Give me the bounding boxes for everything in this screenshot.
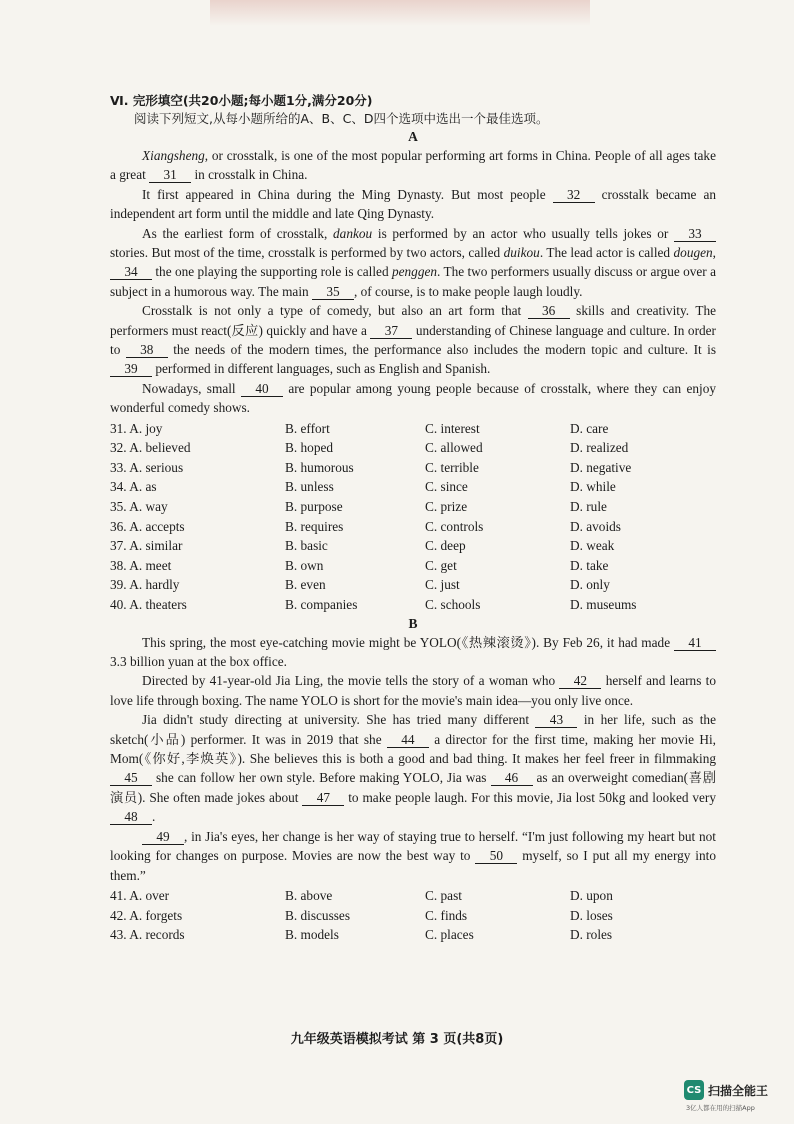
passage-text: a director for the first time, making her movie Hi, Mom(《你好,李焕英》). She believes this is both a good and bad thing. It makes her feel freer in filmmaking [110, 731, 716, 767]
blank-33: 33 [674, 226, 716, 242]
option-b: B. companies [285, 597, 358, 613]
option-c: C. interest [425, 420, 480, 436]
blank-40: 40 [241, 381, 283, 397]
blank-41: 41 [674, 635, 716, 651]
option-b: B. requires [285, 518, 344, 534]
passage-text: This spring, the most eye-catching movie might be YOLO(《热辣滚烫》). By Feb 26, it had made [142, 634, 674, 650]
option-a: 32. A. believed [110, 440, 191, 456]
passage-text: she can follow her own style. Before making YOLO, Jia was [152, 770, 491, 786]
option-c: C. controls [425, 518, 484, 534]
passage-text: the needs of the modern times, the performance also includes the modern topic and culture. It is [167, 342, 717, 358]
question-options-row [110, 595, 716, 615]
part_a-paragraph [110, 146, 716, 185]
part_b-paragraph [110, 633, 716, 672]
part_a-paragraph [110, 379, 716, 418]
option-b: B. discusses [285, 907, 351, 923]
option-c: C. get [425, 557, 457, 573]
blank-46: 46 [491, 770, 533, 786]
option-a: 36. A. accepts [110, 518, 185, 534]
passage-text: , or crosstalk, is one of the most popular performing art forms in China. People of all ages take a great [110, 148, 716, 183]
passage-text: crosstalk became an independent art form until the middle and late Qing Dynasty. [110, 186, 717, 222]
passage-text: is performed by an actor who usually tells jokes or [372, 225, 674, 241]
option-d: D. realized [570, 440, 629, 456]
option-a: 35. A. way [110, 499, 168, 515]
passage-text: as an overweight comedian(喜剧演员). She often made jokes about [110, 770, 717, 805]
blank-44: 44 [387, 732, 429, 748]
question-options-row [110, 886, 716, 906]
option-a: 40. A. theaters [110, 597, 187, 613]
scanner-app-name: 扫描全能王 [708, 1083, 769, 1098]
blank-31: 31 [149, 167, 191, 183]
option-a: 34. A. as [110, 479, 157, 495]
option-d: D. negative [570, 459, 632, 475]
part_b-paragraph [110, 710, 716, 826]
question-options-row [110, 419, 716, 439]
option-b: B. own [285, 557, 324, 573]
blank-47: 47 [302, 790, 344, 806]
option-c: C. allowed [425, 440, 483, 456]
option-a: 43. A. records [110, 927, 185, 943]
passage-text: Crosstalk is not only a type of comedy, but also an art form that [142, 303, 528, 319]
option-d: D. rule [570, 499, 607, 515]
option-d: D. only [570, 577, 610, 593]
option-d: D. loses [570, 907, 613, 923]
option-c: C. finds [425, 907, 468, 923]
question-options-row [110, 438, 716, 458]
option-a: 31. A. joy [110, 420, 163, 436]
blank-50: 50 [475, 848, 517, 864]
blank-32: 32 [553, 187, 595, 203]
passage-text: . The lead actor is called [539, 245, 674, 261]
option-b: B. humorous [285, 459, 354, 475]
passage-text: performed in different languages, such as English and Spanish. [152, 361, 491, 377]
option-a: 42. A. forgets [110, 907, 183, 923]
option-d: D. take [570, 557, 609, 573]
passage-text: the one playing the supporting role is called [152, 264, 392, 280]
blank-42: 42 [559, 673, 601, 689]
blank-34: 34 [110, 264, 152, 280]
option-d: D. while [570, 479, 616, 495]
option-a: 39. A. hardly [110, 577, 180, 593]
part_a-paragraph [110, 301, 716, 379]
question-options-row [110, 477, 716, 497]
passage-text: herself and learns to love life through boxing. The name YOLO is short for the movie's main idea—you only live once. [110, 673, 716, 708]
passage-text: to make people laugh. For this movie, Jia lost 50kg and looked very [344, 789, 716, 805]
blank-45: 45 [110, 770, 152, 786]
option-b: B. hoped [285, 440, 334, 456]
blank-37: 37 [370, 323, 412, 339]
passage-text: dougen [673, 245, 713, 261]
option-c: C. past [425, 887, 462, 903]
exam-content [110, 92, 716, 945]
passage-text: dankou [333, 225, 373, 241]
option-b: B. purpose [285, 499, 343, 515]
passage-text: are popular among young people because of crosstalk, where they can enjoy wonderful comedy shows. [110, 380, 716, 416]
part_a-paragraph [110, 185, 716, 224]
passage-text: As the earliest form of crosstalk, [142, 225, 334, 241]
option-d: D. museums [570, 597, 637, 613]
part_a-paragraph [110, 224, 716, 302]
passage-text: Directed by 41-year-old Jia Ling, the movie tells the story of a woman who [142, 673, 560, 689]
option-c: C. terrible [425, 459, 479, 475]
option-a: 37. A. similar [110, 538, 183, 554]
option-b: B. effort [285, 420, 330, 436]
passage-text: myself, so I put all my energy into them.” [110, 848, 716, 883]
scanner-watermark [684, 1080, 768, 1100]
passage-text: , in Jia's eyes, her change is her way of staying true to herself. “I'm just following my heart but not looking for changes on purpose. Movies are now the best way to [110, 828, 716, 864]
part-b-options [110, 886, 716, 945]
passage-text: in her life, such as the sketch(小品) performer. It was in 2019 that she [110, 712, 716, 747]
part_b-paragraph [110, 671, 716, 710]
option-c: C. deep [425, 538, 466, 554]
part-a-label: A [408, 129, 418, 144]
part-b-label: B [408, 615, 418, 631]
option-b: B. above [285, 887, 333, 903]
blank-49: 49 [142, 829, 184, 845]
scanner-subtitle: 3亿人都在用的扫描App [686, 1104, 755, 1112]
part-a-options [110, 419, 716, 615]
page-footer: 九年级英语模拟考试 第 3 页(共8页) [290, 1032, 504, 1047]
passage-text: skills and creativity. The performers must react(反应) quickly and have a [110, 303, 716, 338]
option-d: D. weak [570, 538, 615, 554]
question-options-row [110, 458, 716, 478]
scanner-logo-icon: CS [684, 1080, 704, 1100]
blank-36: 36 [528, 303, 570, 319]
question-options-row [110, 906, 716, 926]
option-c: C. since [425, 479, 468, 495]
question-options-row [110, 575, 716, 595]
option-b: B. models [285, 927, 339, 943]
option-a: 38. A. meet [110, 557, 172, 573]
option-a: 33. A. serious [110, 459, 184, 475]
blank-39: 39 [110, 361, 152, 377]
passage-text: 3.3 billion yuan at the box office. [110, 654, 288, 670]
question-options-row [110, 497, 716, 517]
option-c: C. prize [425, 499, 468, 515]
passage-text: Nowadays, small [142, 380, 241, 396]
passage-text: . The two performers usually discuss or argue over a subject in a humorous way. The main [110, 264, 716, 299]
section-heading: Ⅵ. 完形填空(共20小题;每小题1分,满分20分) [110, 93, 373, 108]
option-a: 41. A. over [110, 887, 170, 903]
passage-text: , [712, 245, 716, 261]
blank-43: 43 [535, 712, 577, 728]
question-options-row [110, 517, 716, 537]
option-d: D. roles [570, 927, 613, 943]
passage-text: , of course, is to make people laugh loudly. [354, 283, 583, 299]
option-b: B. basic [285, 538, 328, 554]
option-c: C. schools [425, 597, 481, 613]
passage-text: . [152, 809, 156, 825]
option-b: B. unless [285, 479, 334, 495]
part-b-passage [110, 633, 716, 885]
question-options-row [110, 536, 716, 556]
option-d: D. upon [570, 887, 613, 903]
section-instruction: 阅读下列短文,从每小题所给的A、B、C、D四个选项中选出一个最佳选项。 [134, 111, 549, 126]
part-a-passage [110, 146, 716, 418]
blank-35: 35 [312, 284, 354, 300]
passage-text: duikou [503, 245, 540, 261]
passage-text: stories. But most of the time, crosstalk is performed by two actors, called [110, 245, 504, 261]
option-d: D. care [570, 420, 609, 436]
part_b-paragraph [110, 827, 716, 885]
question-options-row [110, 556, 716, 576]
scan-smudge [210, 0, 590, 26]
option-c: C. places [425, 927, 474, 943]
passage-text: Xiangsheng [142, 148, 205, 163]
option-d: D. avoids [570, 518, 621, 534]
passage-text: Jia didn't study directing at university. She has tried many different [142, 712, 536, 728]
option-b: B. even [285, 577, 326, 593]
passage-text: penggen [391, 264, 438, 280]
passage-text: understanding of Chinese language and culture. In order to [110, 322, 716, 358]
passage-text: in crosstalk in China. [191, 167, 308, 183]
passage-text: It first appeared in China during the Ming Dynasty. But most people [142, 186, 553, 202]
option-c: C. just [425, 577, 460, 593]
blank-48: 48 [110, 809, 152, 825]
blank-38: 38 [126, 342, 168, 358]
question-options-row [110, 925, 716, 945]
